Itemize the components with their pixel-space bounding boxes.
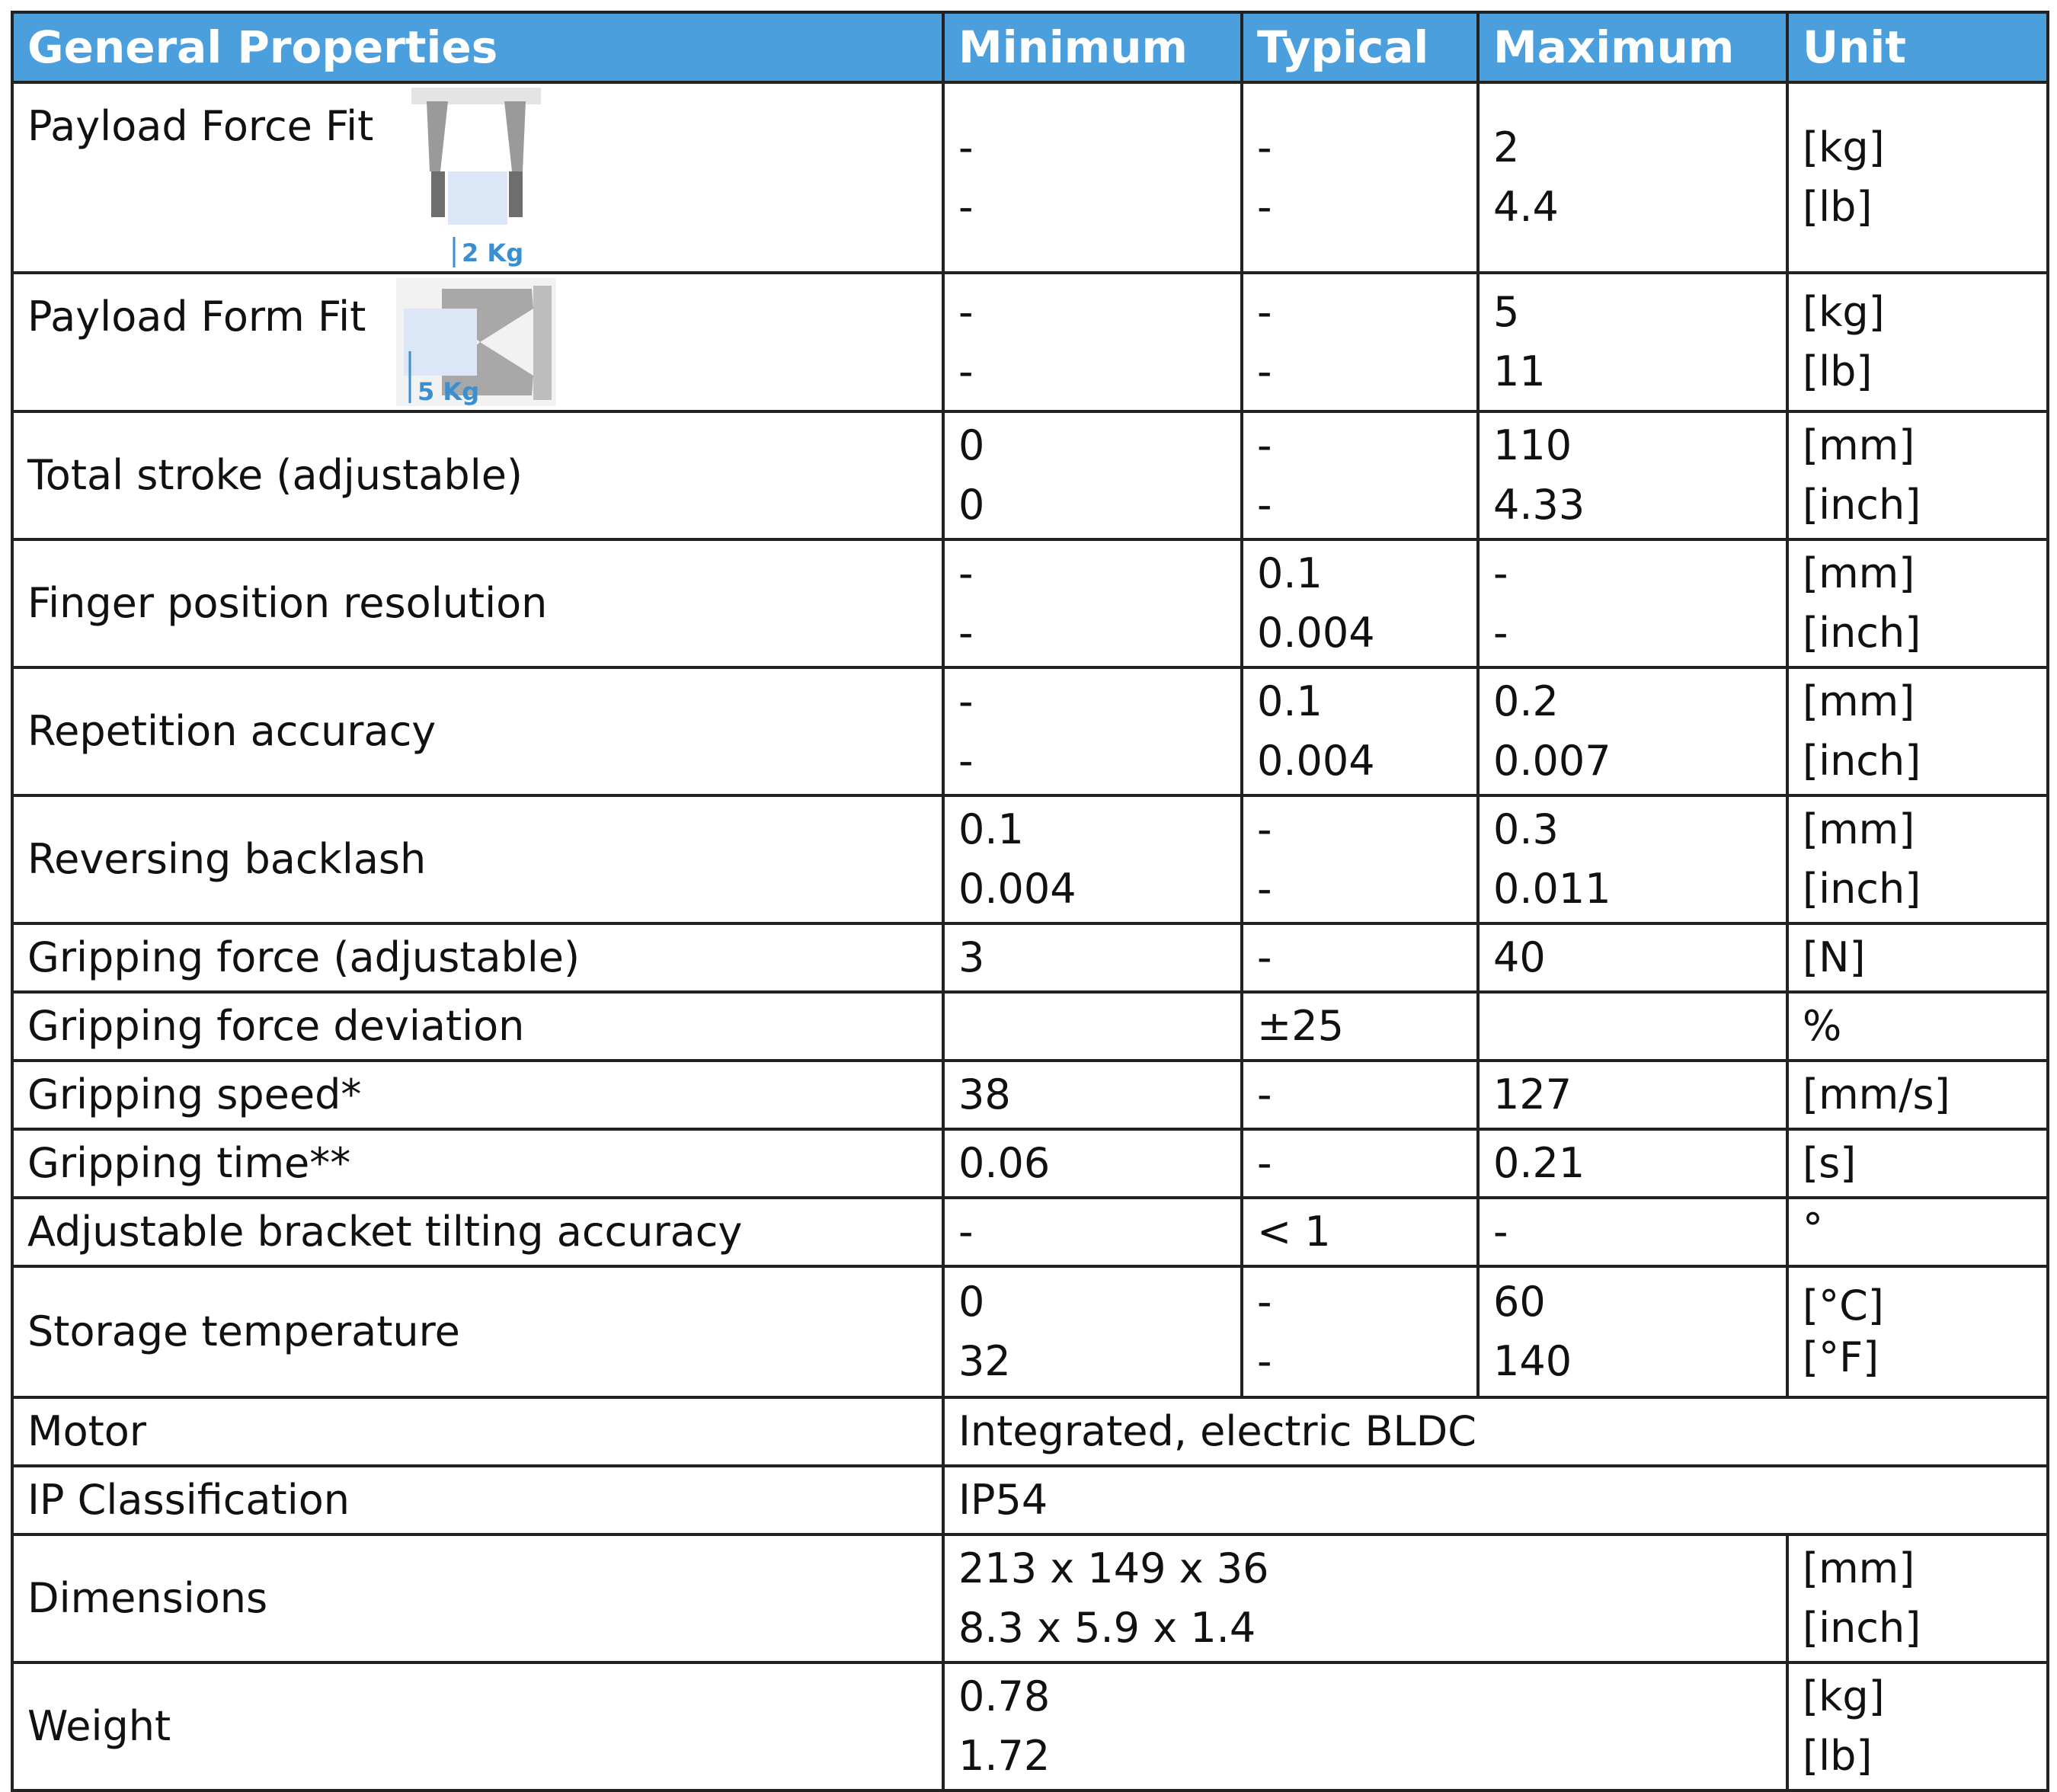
max-cell: 110 4.33 — [1478, 411, 1787, 539]
unit-cell: [mm] [inch] — [1787, 411, 2048, 539]
table-row — [12, 1061, 2048, 1129]
table-row — [12, 1534, 2048, 1662]
figure-label: 5 Kg — [417, 377, 480, 406]
value-cell: IP54 — [943, 1466, 2048, 1534]
row-label: Gripping time** — [12, 1129, 943, 1198]
header-row — [12, 12, 2048, 82]
typ-cell: - - — [1242, 273, 1478, 411]
row-name: Payload Form Fit — [27, 293, 366, 341]
table-row — [12, 923, 2048, 992]
min-cell: - - — [943, 273, 1242, 411]
row-label: Repetition accuracy — [12, 667, 943, 795]
table-row — [12, 539, 2048, 667]
min-cell: - - — [943, 539, 1242, 667]
table-row — [12, 1198, 2048, 1266]
table-row — [12, 1397, 2048, 1466]
typ-cell: ±25 — [1242, 992, 1478, 1061]
typ-cell: 0.1 0.004 — [1242, 667, 1478, 795]
table-row — [12, 1266, 2048, 1397]
unit-cell: [N] — [1787, 923, 2048, 992]
min-cell: 38 — [943, 1061, 1242, 1129]
unit-cell: [mm] [inch] — [1787, 795, 2048, 923]
table-row — [12, 411, 2048, 539]
table-row — [12, 667, 2048, 795]
typ-cell: 0.1 0.004 — [1242, 539, 1478, 667]
unit-cell: [mm/s] — [1787, 1061, 2048, 1129]
min-cell: - — [943, 1198, 1242, 1266]
specifications-table — [11, 11, 2049, 1792]
min-cell: - - — [943, 667, 1242, 795]
typ-cell: - - — [1242, 795, 1478, 923]
unit-cell: [mm] [inch] — [1787, 1534, 2048, 1662]
unit-cell: [°C] [°F] — [1787, 1266, 2048, 1397]
max-cell: 127 — [1478, 1061, 1787, 1129]
typ-cell: - - — [1242, 1266, 1478, 1397]
value-cell: 213 x 149 x 36 8.3 x 5.9 x 1.4 — [943, 1534, 1787, 1662]
table-row — [12, 1466, 2048, 1534]
row-label: Finger position resolution — [12, 539, 943, 667]
row-label: Motor — [12, 1397, 943, 1466]
min-cell: 0 32 — [943, 1266, 1242, 1397]
gripper-force-fit-icon — [404, 88, 549, 267]
header-unit: Unit — [1787, 12, 2048, 82]
max-cell: - - — [1478, 539, 1787, 667]
row-label: Gripping force (adjustable) — [12, 923, 943, 992]
min-cell: 3 — [943, 923, 1242, 992]
unit-cell: [mm] [inch] — [1787, 667, 2048, 795]
table-row — [12, 82, 2048, 273]
unit-cell: % — [1787, 992, 2048, 1061]
table-row — [12, 992, 2048, 1061]
typ-cell: - — [1242, 1129, 1478, 1198]
max-cell: 0.2 0.007 — [1478, 667, 1787, 795]
row-label: Adjustable bracket tilting accuracy — [12, 1198, 943, 1266]
max-cell: 40 — [1478, 923, 1787, 992]
row-label: Reversing backlash — [12, 795, 943, 923]
figure-label: 2 Kg — [462, 238, 524, 267]
unit-cell: [kg] [lb] — [1787, 273, 2048, 411]
table-body — [12, 82, 2048, 1790]
min-cell — [943, 992, 1242, 1061]
value-cell: Integrated, electric BLDC — [943, 1397, 2048, 1466]
row-name: Payload Force Fit — [27, 102, 374, 150]
unit-cell: [s] — [1787, 1129, 2048, 1198]
max-cell: 0.3 0.011 — [1478, 795, 1787, 923]
row-label: Total stroke (adjustable) — [12, 411, 943, 539]
row-label: Weight — [12, 1662, 943, 1790]
max-cell: 0.21 — [1478, 1129, 1787, 1198]
row-label: Gripping force deviation — [12, 992, 943, 1061]
max-cell: 60 140 — [1478, 1266, 1787, 1397]
typ-cell: < 1 — [1242, 1198, 1478, 1266]
table-row — [12, 1662, 2048, 1790]
header-general-properties: General Properties — [12, 12, 943, 82]
max-cell — [1478, 992, 1787, 1061]
unit-cell: ° — [1787, 1198, 2048, 1266]
unit-cell: [kg] [lb] — [1787, 1662, 2048, 1790]
max-cell: 5 11 — [1478, 273, 1787, 411]
table-row — [12, 273, 2048, 411]
min-cell: 0 0 — [943, 411, 1242, 539]
row-label: Storage temperature — [12, 1266, 943, 1397]
value-cell: 0.78 1.72 — [943, 1662, 1787, 1790]
row-label: Dimensions — [12, 1534, 943, 1662]
header-typical: Typical — [1242, 12, 1478, 82]
min-cell: - - — [943, 82, 1242, 273]
unit-cell: [mm] [inch] — [1787, 539, 2048, 667]
unit-cell: [kg] [lb] — [1787, 82, 2048, 273]
row-label-payload-force-fit — [12, 82, 943, 273]
row-label-payload-form-fit — [12, 273, 943, 411]
header-minimum: Minimum — [943, 12, 1242, 82]
typ-cell: - - — [1242, 411, 1478, 539]
max-cell: 2 4.4 — [1478, 82, 1787, 273]
gripper-form-fit-icon — [396, 278, 556, 406]
table-row — [12, 1129, 2048, 1198]
typ-cell: - — [1242, 923, 1478, 992]
max-cell: - — [1478, 1198, 1787, 1266]
min-cell: 0.06 — [943, 1129, 1242, 1198]
typ-cell: - - — [1242, 82, 1478, 273]
header-maximum: Maximum — [1478, 12, 1787, 82]
table-header — [12, 12, 2048, 82]
row-label: IP Classification — [12, 1466, 943, 1534]
row-label: Gripping speed* — [12, 1061, 943, 1129]
min-cell: 0.1 0.004 — [943, 795, 1242, 923]
table-row — [12, 795, 2048, 923]
typ-cell: - — [1242, 1061, 1478, 1129]
